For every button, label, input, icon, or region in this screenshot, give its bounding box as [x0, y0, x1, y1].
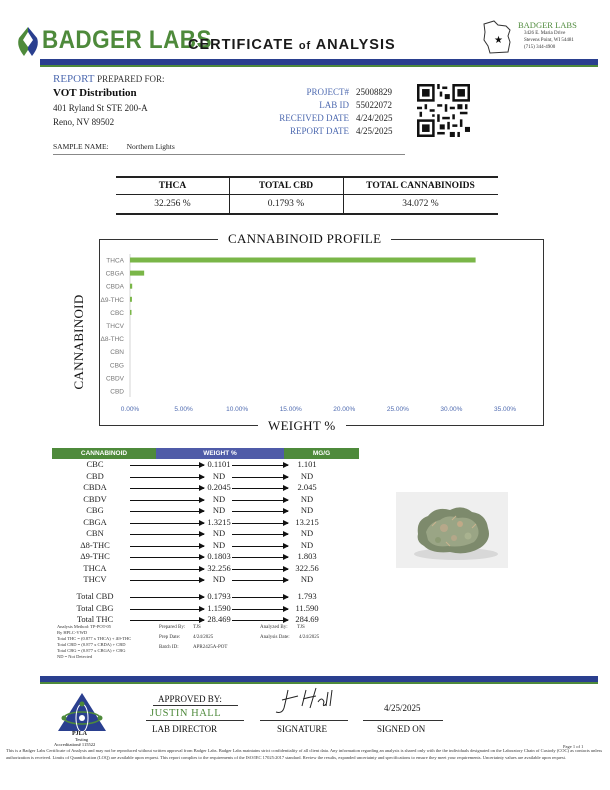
total-row-name: Total CBD	[76, 591, 114, 601]
report-date-label: REPORT DATE	[289, 126, 349, 136]
table-row-weight: 32.256	[207, 562, 231, 573]
chart-category-label: CBDV	[105, 375, 124, 383]
table-row-name: CBDA	[83, 482, 107, 492]
table-row-weight: ND	[212, 539, 226, 550]
row-arrow-icon	[232, 465, 288, 466]
row-arrow-icon	[130, 534, 204, 535]
row-arrow-icon	[130, 477, 204, 478]
row-arrow-icon	[130, 465, 204, 466]
approved-by-rule	[153, 705, 238, 706]
chart-category-label: THCV	[106, 323, 124, 330]
signed-on-label: SIGNED ON	[377, 724, 426, 734]
project-value: 25008829	[356, 87, 392, 97]
chart-x-tick-label: 5.00%	[174, 406, 193, 413]
approved-by-label: APPROVED BY:	[158, 694, 222, 704]
table-row-weight: ND	[212, 505, 226, 515]
total-row-weight: 28.469	[207, 614, 231, 624]
row-arrow-icon	[130, 597, 204, 598]
table-row-name: Δ8-THC	[80, 539, 110, 550]
total-row-weight: 1.1590	[207, 602, 231, 613]
chart-category-label: CBG	[109, 362, 124, 370]
pjla-accreditation: Accreditation# 115522	[54, 742, 96, 747]
row-arrow-icon	[130, 523, 204, 524]
table-row-mg: 2.045	[297, 482, 317, 492]
total-row-weight: 0.1793	[207, 591, 231, 601]
row-arrow-icon	[130, 557, 204, 558]
pjla-name: PJLA	[72, 731, 87, 737]
pjla-logo-icon	[56, 691, 108, 733]
table-row-mg: ND	[300, 470, 314, 481]
report-prepared-for: REPORT PREPARED FOR:	[53, 73, 165, 85]
row-arrow-icon	[232, 477, 288, 478]
summary-value-total-cannabinoids: 34.072 %	[402, 199, 439, 209]
chart-category-label: CBN	[110, 349, 124, 357]
sample-name-value: Northern Lights	[126, 142, 175, 151]
footer-divider-green	[40, 682, 598, 684]
pjla-subtitle: Testing	[75, 737, 89, 742]
project-label: PROJECT#	[306, 87, 349, 97]
row-arrow-icon	[232, 597, 288, 598]
received-date-value: 4/24/2025	[356, 113, 393, 123]
chart-category-label: THCA	[106, 257, 124, 265]
row-arrow-icon	[232, 609, 288, 610]
chart-bar	[130, 271, 144, 276]
chart-category-label: Δ9-THC	[100, 296, 124, 304]
page-title: CERTIFICATE of ANALYSIS	[188, 37, 396, 53]
chart-category-label: CBDA	[105, 283, 124, 291]
table-header-cannabinoid: CANNABINOID	[52, 448, 156, 459]
table-row-name: THCV	[83, 574, 107, 584]
page-number: Page 1 of 1	[563, 744, 584, 749]
lab-address-line-1: 3426 E. Maria Drive	[524, 31, 566, 36]
table-row-mg: 1.101	[297, 459, 317, 469]
total-row-mg: 11.590	[295, 602, 319, 613]
table-row-name: CBDV	[83, 493, 107, 504]
row-arrow-icon	[232, 523, 288, 524]
table-row-weight: ND	[212, 470, 226, 481]
approver-title: LAB DIRECTOR	[152, 724, 218, 734]
approver-rule	[146, 720, 244, 721]
report-date-value: 4/25/2025	[356, 126, 393, 136]
signed-date-rule	[363, 720, 443, 721]
row-arrow-icon	[130, 609, 204, 610]
row-arrow-icon	[130, 580, 204, 581]
table-header-weight: WEIGHT %	[156, 448, 284, 459]
analyzed-by-label: Analyzed By:	[260, 625, 288, 630]
summary-header-total-cbd: TOTAL CBD	[258, 181, 314, 191]
table-row-name: CBC	[86, 459, 104, 469]
chart-x-tick-label: 0.00%	[120, 406, 140, 413]
table-row-weight: ND	[212, 493, 226, 504]
chart-y-axis-title: CANNABINOID	[71, 294, 86, 390]
table-row-mg: 13.215	[295, 516, 319, 527]
svg-text:★: ★	[494, 35, 503, 46]
table-row-weight: 0.1101	[207, 459, 231, 469]
brand-name: BADGER LABS	[42, 26, 212, 54]
row-arrow-icon	[130, 546, 204, 547]
chart-x-tick-label: 30.00%	[440, 406, 463, 413]
row-arrow-icon	[232, 569, 288, 570]
row-arrow-icon	[130, 620, 204, 621]
table-row-mg: ND	[300, 528, 314, 538]
table-header-mg: MG/G	[284, 448, 359, 459]
row-arrow-icon	[232, 580, 288, 581]
prepared-by-value: TJS	[193, 625, 201, 630]
analyzed-by-value: TJS	[297, 625, 305, 630]
chart-category-label: CBD	[110, 388, 124, 396]
lab-name: BADGER LABS	[518, 20, 577, 30]
table-row-name: CBD	[86, 470, 104, 481]
lab-address-line-2: Stevens Point, WI 54481	[524, 38, 574, 43]
total-row-mg: 1.793	[297, 591, 317, 601]
row-arrow-icon	[130, 569, 204, 570]
table-row-name: Δ9-THC	[80, 551, 110, 561]
table-row-name: THCA	[83, 562, 107, 573]
signature-rule	[260, 720, 348, 721]
row-arrow-icon	[232, 511, 288, 512]
prep-date-value: 4/24/2025	[193, 635, 214, 640]
total-row-name: Total THC	[76, 614, 114, 624]
total-row-mg: 284.69	[295, 614, 319, 624]
table-row-mg: 322.56	[295, 562, 319, 573]
row-arrow-icon	[232, 546, 288, 547]
summary-header-total-cannabinoids: TOTAL CANNABINOIDS	[366, 181, 475, 191]
row-arrow-icon	[232, 557, 288, 558]
summary-header-thca: THCA	[158, 181, 187, 191]
chart-category-label: Δ8-THC	[100, 336, 124, 344]
table-row-name: CBG	[86, 505, 104, 515]
client-address-2: Reno, NV 89502	[53, 117, 115, 127]
summary-value-thca: 32.256 %	[154, 199, 191, 209]
analysis-date-value: 4/24/2025	[299, 635, 320, 640]
signed-date: 4/25/2025	[384, 703, 421, 713]
chart-bar	[130, 297, 132, 302]
sample-name-row: SAMPLE NAME: Northern Lights	[53, 142, 175, 151]
prepared-by-label: Prepared By:	[159, 625, 186, 630]
analysis-notes: Analysis Method: TP-POT-05 By HPLC-VWD Total THC = (0.877 x THCA) + Δ9-THC Total CBD = (0.877 x CBDA) + CBD Total CBG = (0.877 x CBGA) + CBG ND = Not Detected	[57, 624, 132, 659]
chart-category-label: CBC	[110, 309, 124, 317]
chart-x-tick-label: 15.00%	[279, 406, 302, 413]
batch-id-value: APR2425A-POT	[193, 645, 228, 650]
client-address-1: 401 Ryland St STE 200-A	[53, 103, 148, 113]
row-arrow-icon	[232, 500, 288, 501]
table-row-name: CBN	[86, 528, 104, 538]
chart-bar	[130, 284, 132, 289]
table-row-name: CBGA	[83, 516, 107, 527]
chart-bar	[130, 258, 476, 263]
signature-image	[272, 686, 342, 718]
approver-name: JUSTIN HALL	[150, 708, 222, 719]
sample-photo	[396, 492, 508, 568]
chart-bar	[130, 310, 132, 315]
total-row-name: Total CBG	[76, 602, 114, 613]
row-arrow-icon	[130, 500, 204, 501]
table-row-weight: ND	[212, 574, 226, 584]
row-arrow-icon	[232, 488, 288, 489]
chart-x-tick-label: 25.00%	[386, 406, 409, 413]
table-row-weight: 0.1803	[207, 551, 231, 561]
table-row-mg: 1.803	[297, 551, 317, 561]
chart-x-tick-label: 35.00%	[493, 406, 517, 413]
analysis-date-label: Analysis Date:	[260, 635, 290, 640]
table-row-mg: ND	[300, 505, 314, 515]
row-arrow-icon	[232, 620, 288, 621]
summary-value-total-cbd: 0.1793 %	[267, 199, 305, 209]
prep-date-label: Prep Date:	[159, 635, 181, 640]
chart-x-tick-label: 10.00%	[226, 406, 249, 413]
lab-phone: (715) 344-4900	[524, 45, 556, 50]
table-row-mg: ND	[300, 574, 314, 584]
signature-label: SIGNATURE	[277, 724, 328, 734]
table-row-mg: ND	[300, 539, 314, 550]
client-name: VOT Distribution	[53, 87, 137, 99]
row-arrow-icon	[130, 511, 204, 512]
table-row-weight: ND	[212, 528, 226, 538]
table-row-weight: 0.2045	[207, 482, 231, 492]
batch-id-label: Batch ID:	[159, 645, 179, 650]
chart-x-tick-label: 20.00%	[333, 406, 356, 413]
lab-id-label: LAB ID	[319, 100, 349, 110]
chart-x-axis-title: WEIGHT %	[258, 418, 346, 434]
chart-category-label: CBGA	[105, 270, 124, 278]
row-arrow-icon	[232, 534, 288, 535]
row-arrow-icon	[130, 488, 204, 489]
disclaimer-text: This is a Badger Labs Certificate of Analysis and may not be reproduced without written approval from Badger Labs. Badger Labs maintains strict confidentiality of all client data. Any information regarding an analysis is shared only with the the individuals designated on the Laboratory Chain of Custody (COC) as contacts unless authorization is received. Limits of Quantification (LOQ) are available upon request. This report complies to the requirements of the ISO/IEC 17025:2017 standard. Review the results, expanded uncertainty and specifications to ensure they meet your requirements. Uncertainty values are available upon request.	[6, 748, 603, 760]
lab-id-value: 55022072	[356, 100, 392, 110]
table-row-mg: ND	[300, 493, 314, 504]
chart-title: CANNABINOID PROFILE	[218, 231, 391, 247]
received-date-label: RECEIVED DATE	[279, 113, 349, 123]
table-row-weight: 1.3215	[207, 516, 231, 527]
